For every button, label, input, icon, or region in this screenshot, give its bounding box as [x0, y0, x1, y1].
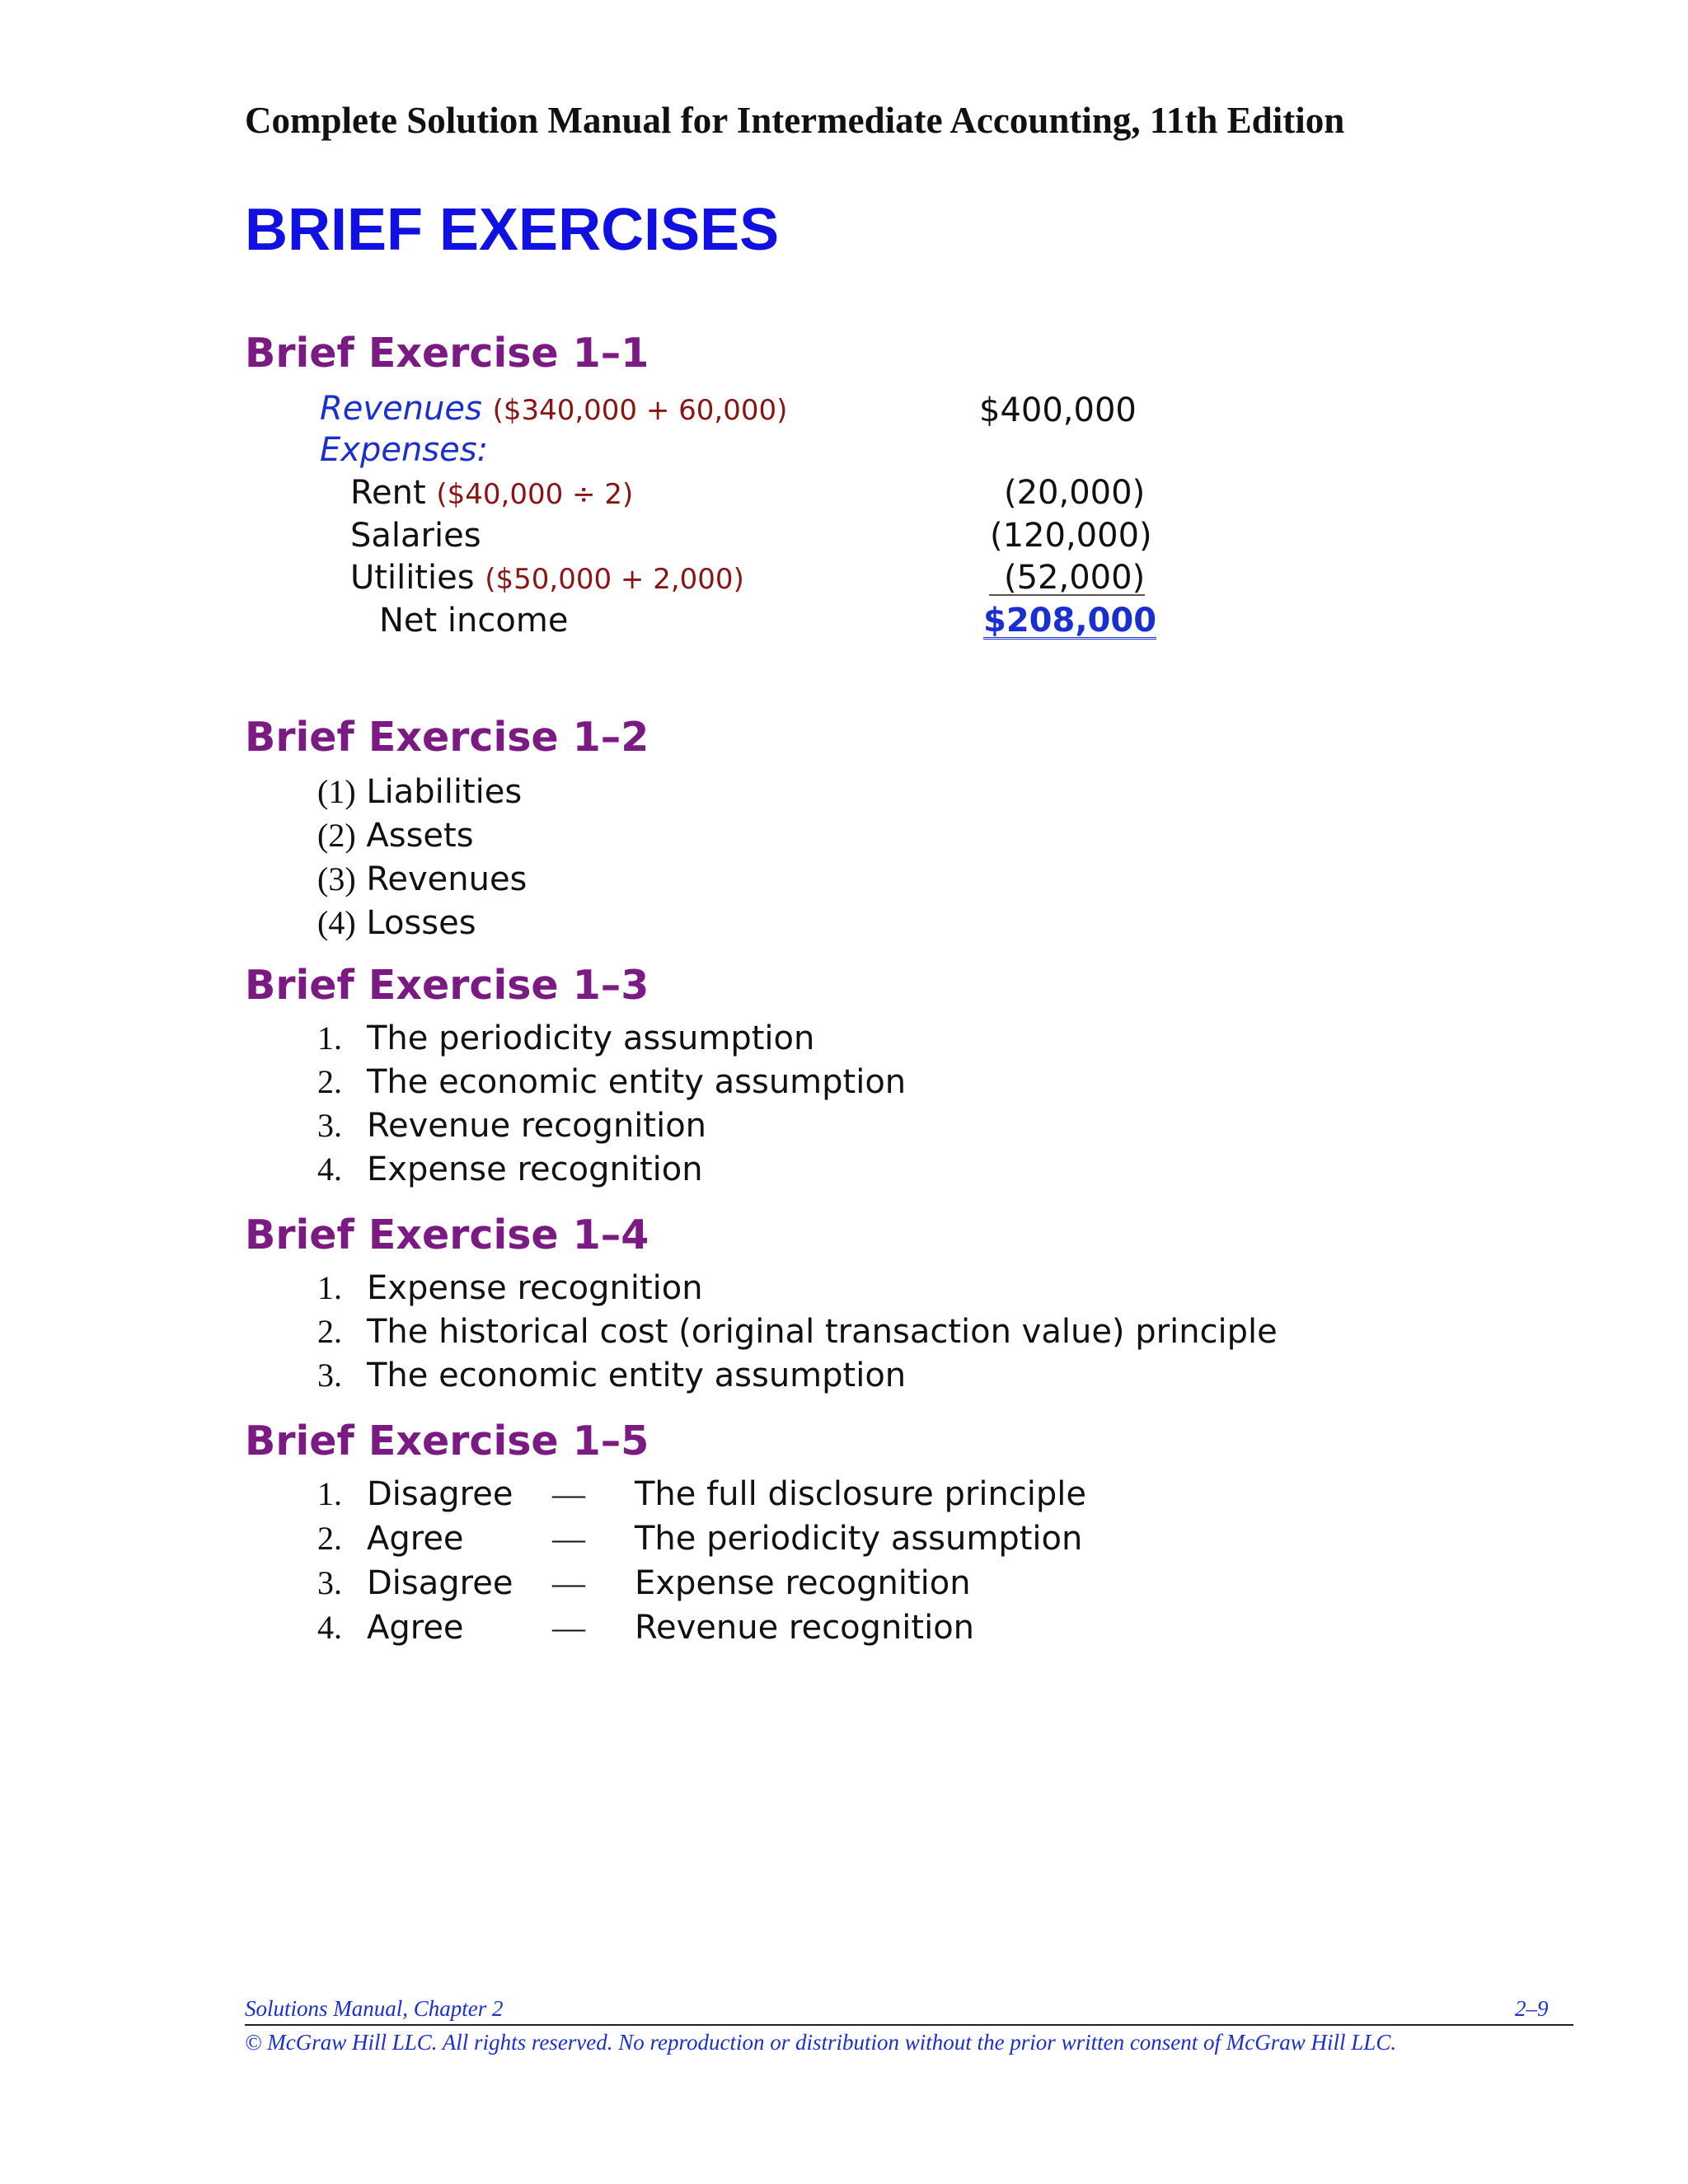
item-text: Expense recognition: [635, 1564, 971, 1602]
list-item: [317, 860, 528, 907]
item-text: Liabilities: [366, 773, 523, 811]
item-number: 4.: [317, 1151, 342, 1188]
item-number: (4): [317, 904, 356, 941]
item-number: 3.: [317, 1357, 342, 1394]
exercise-1-1-heading: Brief Exercise 1–1: [245, 330, 649, 377]
item-number: (2): [317, 817, 356, 854]
expenses-label: Expenses:: [320, 431, 489, 469]
list-item: [317, 1063, 907, 1109]
item-answer: Disagree: [367, 1564, 513, 1602]
list-item: [317, 1315, 1278, 1359]
rent-label: Rent: [350, 474, 426, 512]
list-item: [317, 773, 527, 819]
rent-calc: ($40,000 ÷ 2): [436, 478, 634, 511]
item-dash: —: [552, 1564, 585, 1601]
item-text: Expense recognition: [367, 1269, 703, 1307]
list-item: [317, 1564, 1086, 1611]
item-answer: Agree: [367, 1609, 464, 1647]
item-number: 2.: [317, 1520, 342, 1557]
exercise-1-4-heading: Brief Exercise 1–4: [245, 1212, 649, 1258]
item-text: The full disclosure principle: [635, 1475, 1087, 1513]
item-dash: —: [552, 1475, 585, 1512]
item-number: 2.: [317, 1063, 342, 1100]
item-text: Revenue recognition: [367, 1107, 707, 1145]
list-item: [317, 1522, 1086, 1567]
exercise-1-2-heading: Brief Exercise 1–2: [245, 714, 649, 761]
item-text: Revenues: [366, 860, 528, 898]
item-number: (1): [317, 773, 356, 810]
item-text: Revenue recognition: [635, 1609, 975, 1647]
utilities-amount: (52,000): [989, 561, 1145, 596]
list-item: [317, 904, 527, 950]
item-text: Assets: [366, 817, 474, 855]
revenues-calc: ($340,000 + 60,000): [492, 394, 788, 427]
item-text: Expense recognition: [367, 1151, 703, 1188]
item-dash: —: [552, 1520, 585, 1557]
item-dash: —: [552, 1609, 585, 1646]
list-item: [317, 1269, 1278, 1315]
revenues-line: [320, 390, 788, 428]
exercise-1-4-list: [317, 1269, 1278, 1403]
rent-amount: (20,000): [1004, 474, 1146, 512]
item-text: The historical cost (original transaction value) principle: [367, 1313, 1278, 1351]
exercise-1-3-heading: Brief Exercise 1–3: [245, 962, 649, 1009]
exercise-1-5-heading: Brief Exercise 1–5: [245, 1418, 649, 1465]
footer-copyright: © McGraw Hill LLC. All rights reserved. No reproduction or distribution without the prior written consent of McGraw Hill LLC.: [245, 2030, 1397, 2055]
item-number: (3): [317, 860, 356, 898]
item-number: 3.: [317, 1107, 342, 1144]
item-text: The economic entity assumption: [367, 1063, 907, 1101]
footer-divider: [245, 2024, 1573, 2026]
utilities-label: Utilities: [350, 559, 475, 597]
list-item: [317, 1019, 906, 1066]
salaries-amount: (120,000): [990, 517, 1152, 555]
item-text: The economic entity assumption: [367, 1357, 907, 1394]
item-number: 3.: [317, 1564, 342, 1601]
item-number: 2.: [317, 1313, 342, 1350]
list-item: [317, 1611, 1086, 1656]
item-number: 4.: [317, 1609, 342, 1646]
item-number: 1.: [317, 1475, 342, 1512]
net-income-amount: $208,000: [983, 602, 1157, 640]
item-answer: Disagree: [367, 1475, 513, 1513]
item-text: The periodicity assumption: [367, 1019, 815, 1057]
revenues-label: Revenues: [320, 390, 482, 428]
list-item: [317, 1109, 906, 1153]
list-item: [317, 819, 527, 863]
exercise-1-5-list: [317, 1475, 1087, 1656]
item-answer: Agree: [367, 1520, 464, 1558]
list-item: [317, 1153, 906, 1197]
utilities-line: [350, 559, 744, 597]
list-item: [317, 1359, 1278, 1403]
rent-line: [350, 474, 634, 512]
document-header: Complete Solution Manual for Intermediate Accounting, 11th Edition: [245, 100, 1345, 141]
net-income-label: Net income: [379, 602, 569, 640]
item-number: 1.: [317, 1269, 342, 1306]
page-title: BRIEF EXERCISES: [245, 197, 780, 263]
footer-chapter: Solutions Manual, Chapter 2: [245, 1996, 504, 2021]
footer-page-number: 2–9: [1515, 1996, 1549, 2021]
salaries-label: Salaries: [350, 517, 481, 555]
exercise-1-3-list: [317, 1019, 907, 1197]
revenues-amount: $400,000: [979, 391, 1137, 429]
item-text: Losses: [366, 904, 476, 942]
exercise-1-2-list: [317, 773, 528, 950]
list-item: [317, 1475, 1087, 1522]
item-text: The periodicity assumption: [635, 1520, 1083, 1558]
item-number: 1.: [317, 1019, 342, 1057]
utilities-calc: ($50,000 + 2,000): [485, 563, 744, 596]
